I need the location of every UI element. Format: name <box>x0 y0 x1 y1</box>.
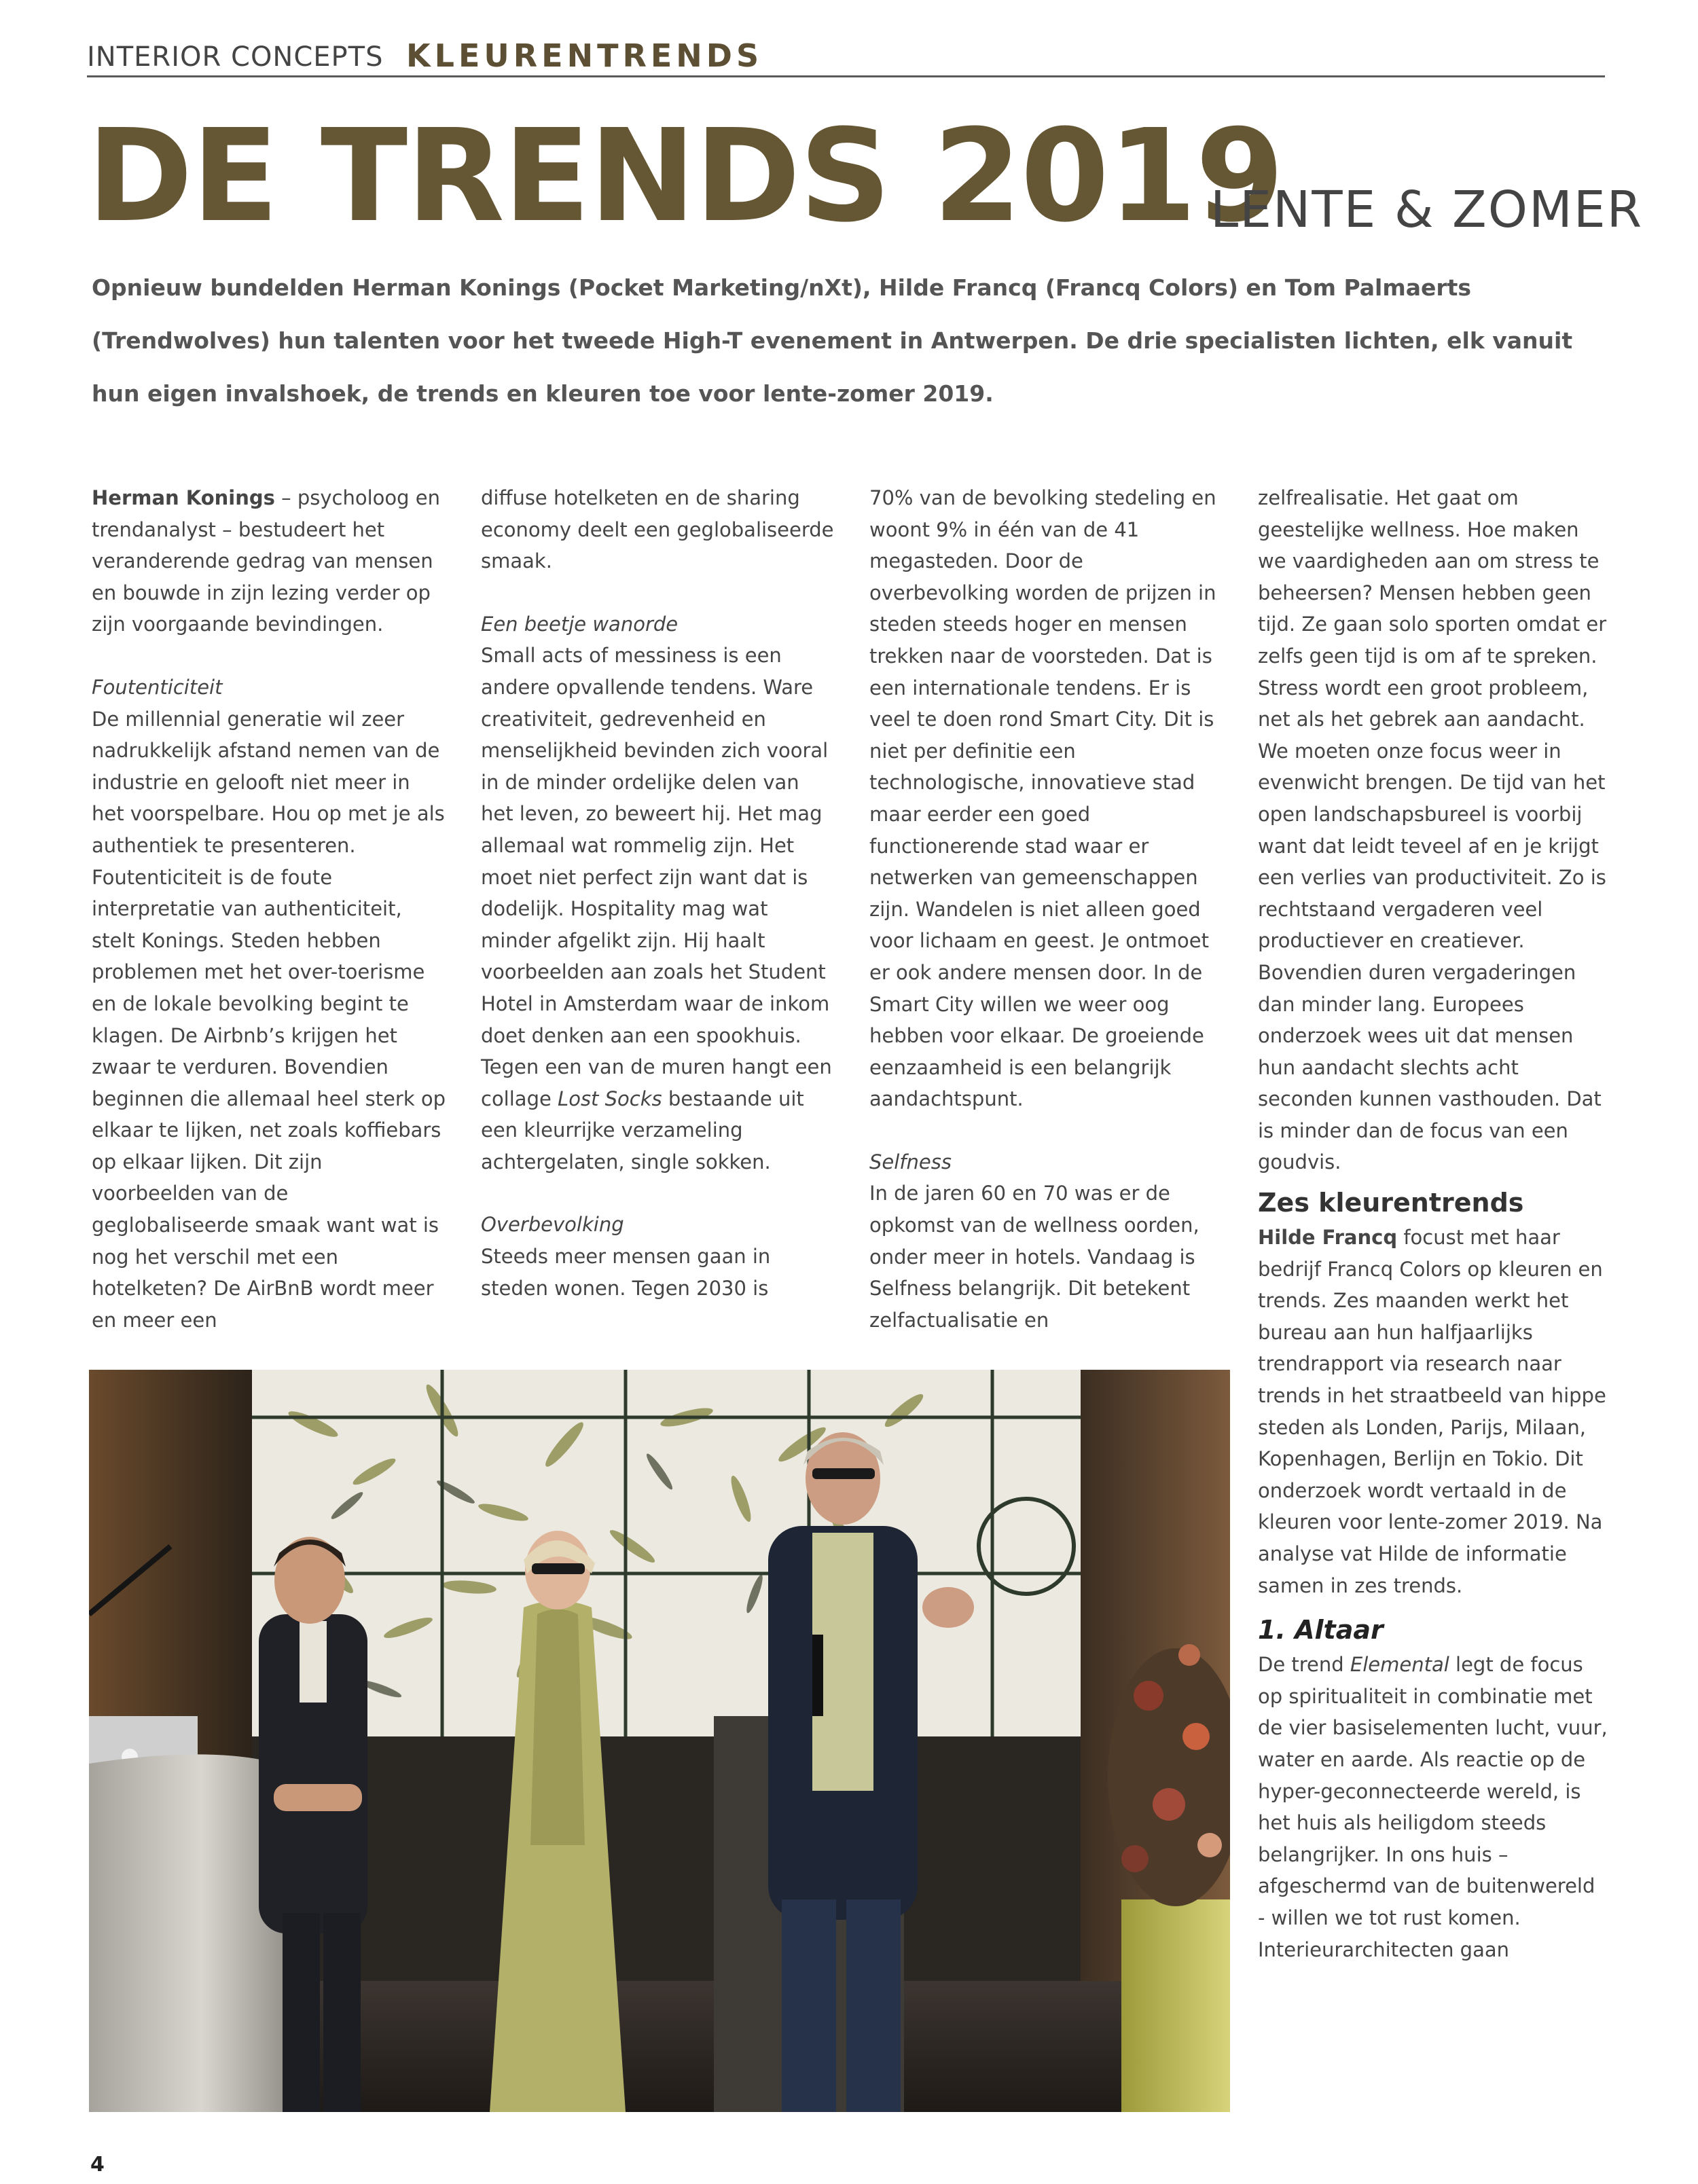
person-name: Herman Konings <box>92 486 275 509</box>
paragraph: Small acts of messiness is een andere opvallende tendens. Ware creativiteit, gedrevenheid en menselijkheid bevinden zich vooral in de minder ordelijke delen van het leven, zo beweert hij. Het mag allemaal wat rommelig zijn. Het moet niet perfect zijn want dat is dodelijk. Hospitality mag wat minder afgelikt zijn. Hij haalt voorbeelden aan zoals het Student Hotel in Amsterdam waar de inkom doet denken aan een spookhuis. Tegen een van de muren hangt een collage Lost Socks bestaande uit een kleurrijke verzameling achtergelaten, single sokken. <box>481 644 832 1173</box>
flower-pedestal <box>1121 1899 1230 2112</box>
trend-heading: 1. Altaar <box>1258 1615 1384 1645</box>
paragraph: diffuse hotelketen en de sharing economy deelt een geglobaliseerde smaak. <box>481 486 834 573</box>
subheading: Een beetje wanorde <box>481 612 679 636</box>
text-column-3 <box>869 482 1226 1336</box>
section-heading: Zes kleurentrends <box>1258 1188 1524 1218</box>
section-label: KLEURENTRENDS <box>406 37 763 74</box>
paragraph: zelfrealisatie. Het gaat om geestelijke wellness. Hoe maken we vaardigheden aan om stress te beheersen? Mensen hebben geen tijd. Ze gaan solo sporten omdat er zelfs geen tijd is om af te spreken. Stress wordt een groot probleem, net als het gebrek aan aandacht. We moeten onze focus weer in evenwicht brengen. De tijd van het open landschapsbureel is voorbij want dat leidt teveel af en je krijgt een verlies van productiviteit. Zo is rechtstaand vergaderen veel productiever en creatiever. Bovendien duren vergaderingen dan minder lang. Europees onderzoek wees uit dat mensen hun aandacht slechts acht seconden kunnen vasthouden. Dat is minder dan de focus van een goudvis. <box>1258 486 1607 1174</box>
subheading: Foutenticiteit <box>92 675 223 699</box>
text-column-4 <box>1258 482 1608 1965</box>
article-subtitle: LENTE & ZOMER <box>1210 181 1644 239</box>
paragraph: Herman Konings – psycholoog en trendanalyst – bestudeert het veranderende gedrag van mensen en bouwde in zijn lezing verder op zijn voorgaande bevindingen. <box>92 486 440 636</box>
running-header <box>87 37 1605 77</box>
text-column-1 <box>92 482 448 1336</box>
person-name: Hilde Francq <box>1258 1226 1398 1250</box>
paragraph: Hilde Francq focust met haar bedrijf Francq Colors op kleuren en trends. Zes maanden werkt het bureau aan hun halfjaarlijks trendrapport via research naar trends in het straatbeeld van hippe steden als Londen, Parijs, Milaan, Kopenhagen, Berlijn en Tokio. Dit onderzoek wordt vertaald in de kleuren voor lente-zomer 2019. Na analyse vat Hilde de informatie samen in zes trends. <box>1258 1226 1606 1597</box>
paragraph: In de jaren 60 en 70 was er de opkomst van de wellness oorden, onder meer in hotels. Vandaag is Selfness belangrijk. Dit betekent zelfactualisatie en <box>869 1182 1199 1332</box>
paragraph: De millennial generatie wil zeer nadrukkelijk afstand nemen van de industrie en gelooft niet meer in het voorspelbare. Hou op met je als authentiek te presenteren. Foutenticiteit is de foute interpretatie van authenticiteit, stelt Konings. Steden hebben problemen met het over-toerisme en de lokale bevolking begint te klagen. De Airbnb’s krijgen het zwaar te verduren. Bovendien beginnen die allemaal heel sterk op elkaar te lijken, net zoals koffiebars op elkaar lijken. Dit zijn voorbeelden van de geglobaliseerde smaak want wat is nog het verschil met een hotelketen? De AirBnB wordt meer en meer een <box>92 707 446 1332</box>
page-number: 4 <box>90 2153 105 2177</box>
subheading: Overbevolking <box>481 1213 624 1237</box>
article-intro: Opnieuw bundelden Herman Konings (Pocket Marketing/nXt), Hilde Francq (Francq Colors) en Tom Palmaerts (Trendwolves) hun talenten voor het tweede High-T evenement in Antwerpen. De drie specialisten lichten, elk vanuit hun eigen invalshoek, de trends en kleuren toe voor lente-zomer 2019. <box>92 274 1573 407</box>
paragraph: De trend Elemental legt de focus op spiritualiteit in combinatie met de vier basiselementen lucht, vuur, water en aarde. Als reactie op de hyper-geconnecteerde wereld, is het huis als heiligdom steeds belangrijker. In ons huis – afgeschermd van de buitenwereld - willen we tot rust komen. Interieurarchitecten gaan <box>1258 1653 1608 1961</box>
paragraph: Steeds meer mensen gaan in steden wonen. Tegen 2030 is <box>481 1245 771 1300</box>
text-column-2 <box>481 482 837 1304</box>
magazine-series: INTERIOR CONCEPTS <box>87 41 384 73</box>
event-photo <box>89 1370 1230 2112</box>
paragraph: 70% van de bevolking stedeling en woont 9% in één van de 41 megasteden. Door de overbevolking worden de prijzen in steden steeds hoger en mensen trekken naar de voorsteden. Dat is een internationale tendens. Er is veel te doen rond Smart City. Dit is niet per definitie een technologische, innovatieve stad maar eerder een goed functionerende stad waar er netwerken van gemeenschappen zijn. Wandelen is niet alleen goed voor lichaam en geest. Je ontmoet er ook andere mensen door. In de Smart City willen we weer oog hebben voor elkaar. De groeiende eenzaamheid is een belangrijk aandachtspunt. <box>869 486 1216 1111</box>
subheading: Selfness <box>869 1150 952 1173</box>
article-title: DE TRENDS 2019 <box>87 102 1283 251</box>
